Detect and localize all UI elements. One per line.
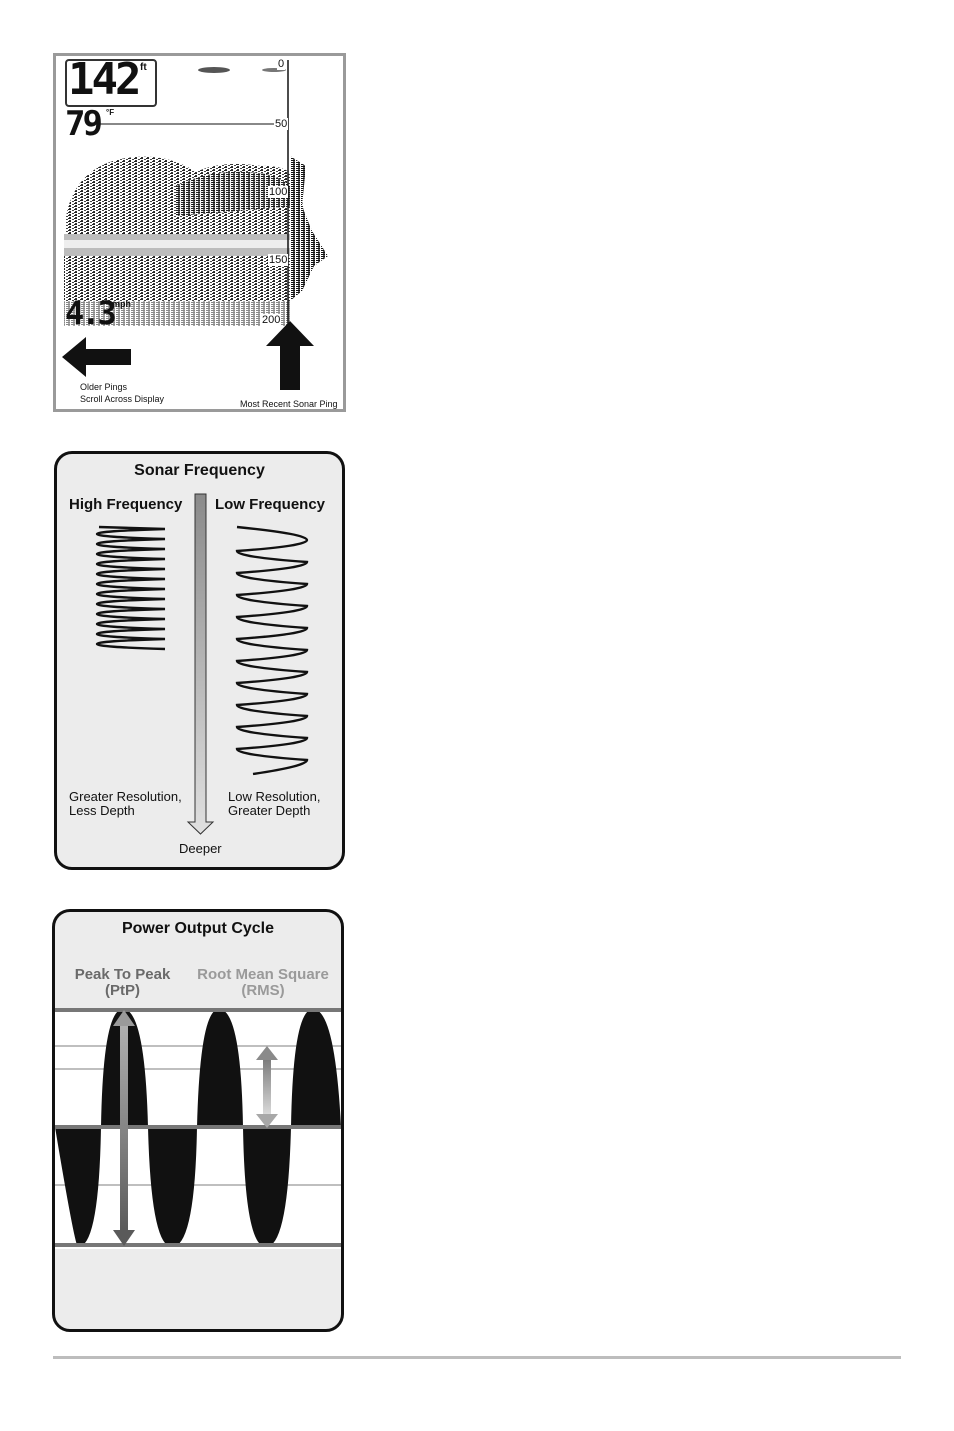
recent-ping-label: Most Recent Sonar Ping	[240, 399, 338, 409]
older-pings-label: Older Pings Scroll Across Display	[80, 382, 165, 404]
high-frequency-label: High Frequency	[69, 496, 183, 513]
sonar-frequency-panel	[54, 451, 345, 870]
depth-scale-200: 200	[262, 314, 281, 326]
sonar-frequency-title: Sonar Frequency	[134, 462, 265, 479]
low-frequency-label: Low Frequency	[215, 496, 326, 513]
footer-rule	[53, 1356, 901, 1359]
sonar-display-screen	[53, 53, 346, 412]
rms-label: Root Mean Square (RMS)	[197, 966, 329, 999]
left-arrow-icon	[62, 337, 131, 377]
deeper-label: Deeper	[179, 841, 222, 856]
high-frequency-description: Greater Resolution, Less Depth	[69, 789, 182, 818]
depth-unit: ft	[140, 62, 147, 73]
ptp-label: Peak To Peak (PtP)	[74, 966, 171, 999]
deeper-arrow-icon	[188, 494, 213, 834]
temperature-readout: 79	[65, 104, 100, 144]
depth-scale-100: 100	[269, 186, 288, 198]
power-output-cycle-panel	[52, 909, 344, 1332]
up-arrow-icon	[266, 321, 314, 390]
power-cycle-graphic	[55, 912, 341, 1329]
speed-unit: mph	[112, 299, 131, 309]
speed-readout: 4.3	[65, 294, 114, 332]
temperature-unit: °F	[106, 108, 115, 117]
depth-scale-0: 0	[278, 58, 285, 70]
depth-scale-50: 50	[275, 118, 288, 130]
low-frequency-description: Low Resolution, Greater Depth	[228, 789, 321, 818]
power-output-title: Power Output Cycle	[121, 920, 275, 937]
low-frequency-wave	[237, 527, 307, 774]
depth-scale-150: 150	[269, 254, 288, 266]
high-frequency-wave	[97, 527, 165, 649]
depth-readout: 142	[68, 54, 139, 105]
